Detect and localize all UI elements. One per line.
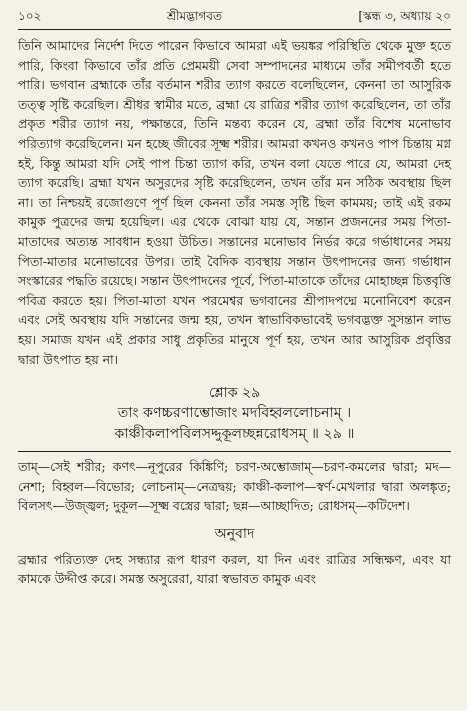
verse-line-2: কাঞ্চীকলাপবিলসদ্দুকূলচ্ছন্নরোধসম্ ॥ ২৯ ॥ <box>114 426 355 443</box>
header-divider <box>18 29 451 30</box>
page-header <box>18 8 451 26</box>
translation-paragraph: ব্রহ্মার পরিত্যক্ত দেহ সন্ধ্যার রূপ ধারণ করল, যা দিন এবং রাত্রির সন্ধিক্ষণ, এবং যা কামকে উদ্দীপ্ত করে। সমস্ত অসুরেরা, যারা স্বভাবত কামুক এবং <box>18 551 451 587</box>
chapter-reference: [স্কন্ধ ৩, অধ্যায় ২০ <box>358 9 451 23</box>
book-title: শ্রীমদ্ভাগবত <box>166 9 222 23</box>
translation-heading: অনুবাদ <box>214 525 255 542</box>
purport-paragraph: তিনি আমাদের নির্দেশ দিতে পারেন কিভাবে আমরা এই ভয়ঙ্কর পরিস্থিতি থেকে মুক্ত হতে পারি, কিংবা কিভাবে তাঁর প্রতি প্রেমময়ী সেবা সম্পাদনের মাধ্যমে তাঁর সমীপবর্তী হতে পারি। ভগবান ব্রহ্মাকে তাঁর বর্তমান শরীর ত্যাগ করতে বলেছিলেন, কেননা তা আসুরিক তত্ত্ব সৃষ্টি করেছিল। শ্রীধর স্বামীর মতে, ব্রহ্মা যে রাত্রির শরীর ত্যাগ করেছিলেন, তা তাঁর প্রকৃত শরীর ত্যাগ নয়, পক্ষান্তরে, তিনি মন্তব্য করেন যে, ব্রহ্মা তাঁর বিশেষ মনোভাব পরিত্যাগ করেছিলেন। মন হচ্ছে জীবের সূক্ষ্ম শরীর। আমরা কখনও কখনও পাপ চিন্তায় মগ্ন হই, কিন্তু আমরা যদি সেই পাপ চিন্তা ত্যাগ করি, তখন বলা যেতে পারে যে, আমরা দেহ ত্যাগ করেছি। ব্রহ্মা যখন অসুরদের সৃষ্টি করেছিলেন, তখন তাঁর মন সঠিক অবস্থায় ছিল না। তা নিশ্চয়ই রজোগুণে পূর্ণ ছিল কেননা তাঁর সমস্ত সৃষ্টি ছিল কামময়; তাই এই রকম কামুক পুত্রদের জন্ম হয়েছিল। এর থেকে বোঝা যায় যে, সন্তান প্রজননের সময় পিতা-মাতাদের অত্যন্ত সাবধান হওয়া উচিত। সন্তানের মনোভাব নির্ভর করে গর্ভাধানের সময় পিতা-মাতার মনোভাবের উপর। তাই বৈদিক ব্যবস্থায় সন্তান উৎপাদনের জন্য গর্ভাধান সংস্কারের পদ্ধতি রয়েছে। সন্তান উৎপাদনের পূর্বে, পিতা-মাতাকে তাঁদের মোহাচ্ছন্ন চিত্তবৃত্তি পবিত্র করতে হয়। পিতা-মাতা যখন পরমেশ্বর ভগবানের শ্রীপাদপদ্মে মনোনিবেশ করেন এবং সেই অবস্থায় যদি সন্তানের জন্ম হয়, তখন স্বাভাবিকভাবেই ভগবদ্ভক্ত সুসন্তান লাভ হয়। সমাজ যখন এই প্রকার সাধু প্রকৃতির মানুষে পূর্ণ হয়, তখন আর আসুরিক প্রবৃত্তির দ্বারা উৎপাত হয় না। <box>18 38 451 367</box>
page-number: ১০২ <box>18 9 42 23</box>
verse-line-1: তাং কণচ্চরণাম্ভোজাং মদবিহ্বললোচনাম্ । <box>117 405 352 422</box>
verse-heading: শ্লোক ২৯ <box>208 385 261 402</box>
synonyms-divider <box>18 451 451 452</box>
synonyms-paragraph: তাম্—সেই শরীর; কণৎ—নূপুরের কিঙ্কিণি; চরণ-অম্ভোজাম্—চরণ-কমলের দ্বারা; মদ—নেশা; বিহ্বল—বিভোর; লোচনাম্—নেত্রদ্বয়; কাঞ্চী-কলাপ—স্বর্ণ-মেখলার দ্বারা অলঙ্কৃত; বিলসৎ—উজ্জ্বল; দুকূল—সূক্ষ্ম বস্ত্রের দ্বারা; ছন্ন—আচ্ছাদিত; রোধসম্—কটিদেশ। <box>18 459 451 514</box>
